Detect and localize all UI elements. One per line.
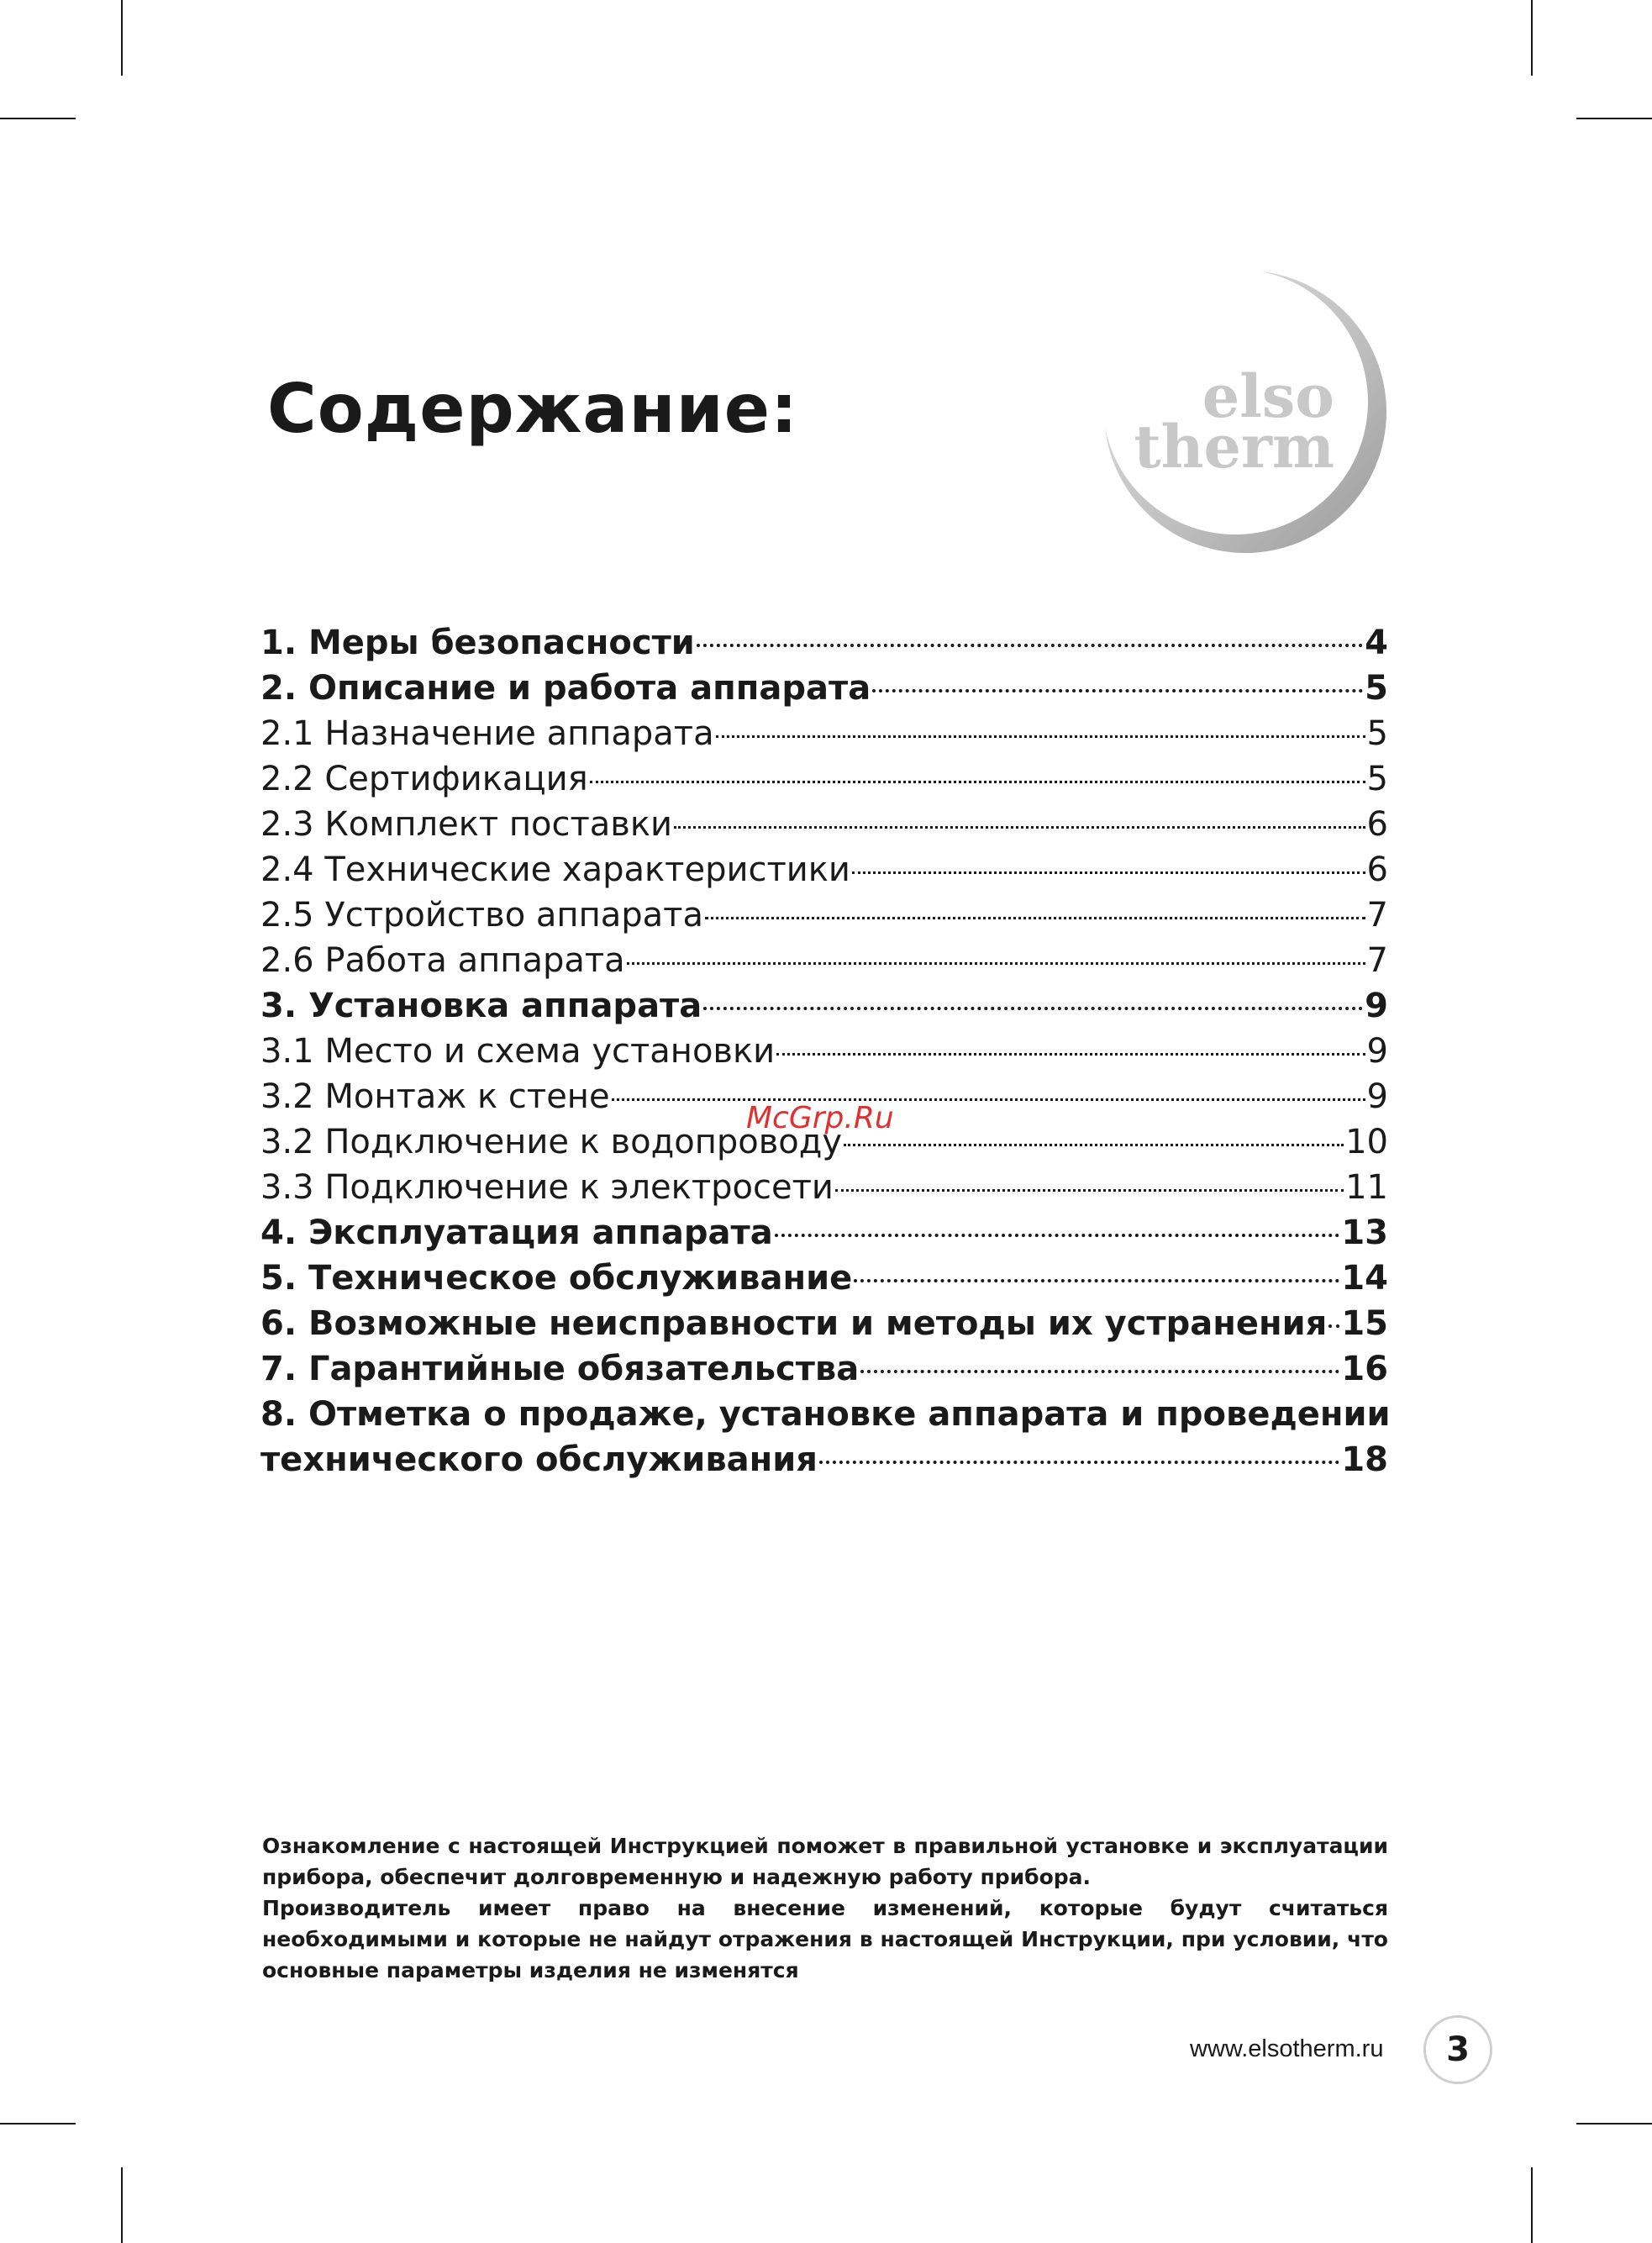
toc-entry[interactable] [260,1392,1391,1437]
toc-entry-page: 10 [1345,1123,1388,1161]
toc-leader-dots [819,1461,1339,1464]
toc-leader-dots [716,735,1365,738]
toc-leader-dots [1328,1324,1339,1328]
website-link[interactable]: www.elsotherm.ru [1190,2035,1384,2062]
toc-entry-label: 3.3 Подключение к электросети [260,1168,834,1207]
toc-entry[interactable] [260,1210,1388,1256]
toc-entry[interactable] [260,1256,1388,1301]
toc-entry-page: 11 [1345,1168,1388,1207]
toc-entry-label: 3.2 Подключение к водопроводу [260,1123,843,1161]
svg-text:elso: elso [1202,361,1334,431]
toc-entry-page: 7 [1366,896,1388,935]
watermark: McGrp.Ru [746,1101,894,1135]
toc-entry-label: 2.5 Устройство аппарата [260,896,703,935]
toc-entry-page: 4 [1365,624,1388,662]
notice-paragraph: Ознакомление с настоящей Инструкцией поможет в правильной установке и эксплуатации прибора, обеспечит долговременную и надежную работу прибора. [262,1834,1388,1889]
table-of-contents [260,620,1391,1482]
toc-entry-page: 5 [1366,714,1388,753]
toc-entry-label: 2.6 Работа аппарата [260,941,625,980]
toc-entry[interactable] [260,711,1388,756]
crop-mark [1531,2167,1533,2243]
toc-entry[interactable] [260,847,1388,892]
toc-entry[interactable] [260,938,1388,983]
crop-mark [121,2167,123,2243]
toc-entry-page: 13 [1341,1214,1388,1252]
toc-entry-page: 9 [1365,987,1388,1025]
toc-leader-dots [674,826,1365,829]
toc-entry-page: 5 [1365,669,1388,708]
toc-leader-dots [860,1370,1339,1373]
toc-entry[interactable] [260,1301,1388,1346]
notice-paragraph: Производитель имеет право на внесение изменений, которые будут считаться необходимыми и которые не найдут отражения в настоящей Инструкции, при условии, что основные параметры изделия не изменятся [262,1896,1388,1982]
toc-entry-continuation[interactable] [260,1437,1388,1482]
toc-leader-dots [776,1053,1365,1056]
toc-entry[interactable] [260,1029,1388,1074]
toc-entry-page: 9 [1366,1032,1388,1071]
toc-entry-label: 2.2 Сертификация [260,760,588,798]
toc-entry[interactable] [260,802,1388,847]
page-title: Содержание: [267,370,798,448]
toc-entry-label: 2.4 Технические характеристики [260,850,850,889]
toc-entry-label: 3.2 Монтаж к стене [260,1077,610,1116]
toc-entry-page: 9 [1366,1077,1388,1116]
toc-leader-dots [852,871,1365,874]
toc-entry-page: 14 [1341,1259,1388,1298]
toc-leader-dots [627,962,1365,965]
toc-entry-label: 2.1 Назначение аппарата [260,714,714,753]
toc-leader-dots [775,1234,1340,1237]
elsotherm-logo [1101,267,1391,557]
toc-entry-label: 6. Возможные неисправности и методы их устранения [260,1304,1328,1343]
toc-entry-page: 5 [1366,760,1388,798]
crop-mark [1576,2123,1652,2125]
toc-entry[interactable] [260,756,1388,802]
toc-leader-dots [844,1144,1344,1146]
crop-mark [1576,118,1652,119]
crop-mark [1531,0,1533,76]
toc-entry[interactable] [260,983,1388,1029]
toc-entry-label: 2. Описание и работа аппарата [260,669,871,708]
toc-entry-label: 7. Гарантийные обязательства [260,1350,860,1388]
toc-entry-label: 3.1 Место и схема установки [260,1032,776,1071]
toc-leader-dots [612,1098,1365,1101]
toc-entry-page: 6 [1366,850,1388,889]
toc-entry[interactable] [260,620,1388,666]
toc-leader-dots [835,1189,1344,1192]
crop-mark [0,2123,76,2125]
notice-text [262,1830,1388,1986]
toc-entry-page: 16 [1341,1350,1388,1388]
page-number: 3 [1423,2015,1492,2084]
crop-mark [121,0,123,76]
toc-entry-label: 3. Установка аппарата [260,987,702,1025]
toc-leader-dots [697,644,1363,647]
toc-entry-label: 5. Техническое обслуживание [260,1259,853,1298]
toc-entry[interactable] [260,1346,1388,1392]
crop-mark [0,118,76,119]
toc-entry-label: 2.3 Комплект поставки [260,805,673,844]
toc-entry-label: 8. Отметка о продаже, установке аппарата и проведении [260,1395,1391,1434]
toc-leader-dots [590,781,1365,783]
toc-entry[interactable] [260,892,1388,938]
toc-entry[interactable] [260,666,1388,711]
toc-entry-page: 18 [1341,1440,1388,1479]
toc-entry[interactable] [260,1165,1388,1210]
svg-text:therm: therm [1134,412,1334,482]
toc-leader-dots [705,917,1365,919]
toc-leader-dots [703,1007,1363,1010]
toc-entry-label: технического обслуживания [260,1440,818,1479]
toc-entry-label: 4. Эксплуатация аппарата [260,1214,773,1252]
toc-leader-dots [854,1279,1339,1282]
toc-entry-page: 7 [1366,941,1388,980]
toc-entry-page: 15 [1341,1304,1388,1343]
toc-leader-dots [872,689,1363,692]
toc-entry-label: 1. Меры безопасности [260,624,695,662]
toc-entry-page: 6 [1366,805,1388,844]
